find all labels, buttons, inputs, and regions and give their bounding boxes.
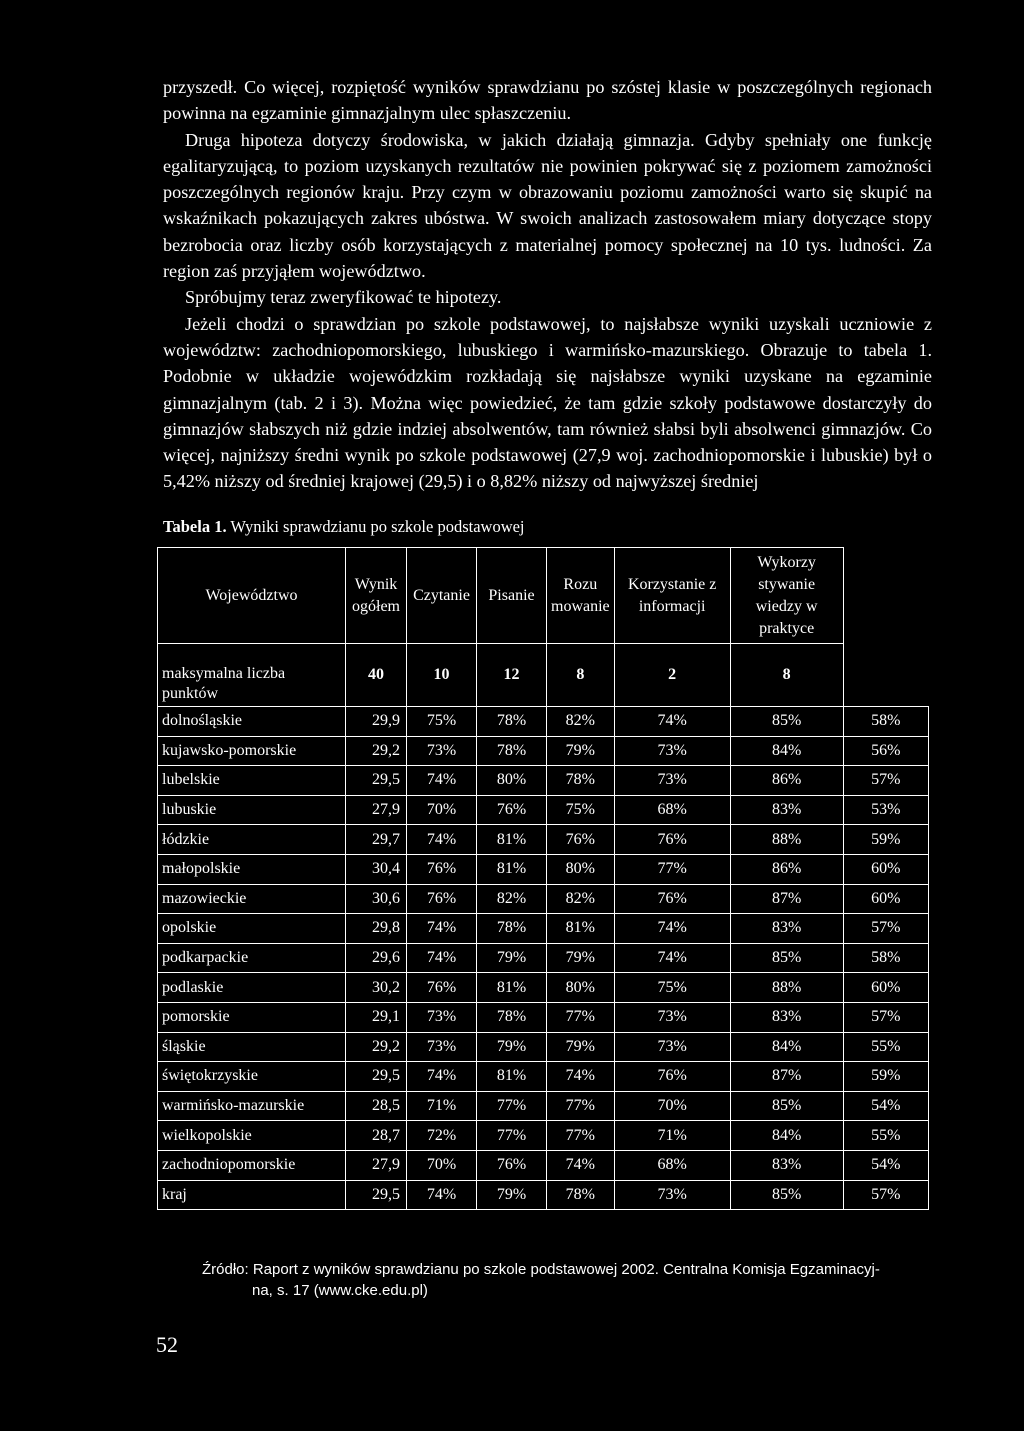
table-cell: 79%	[477, 1032, 547, 1062]
table-row	[158, 1002, 929, 1032]
region-name: wielkopolskie	[158, 1121, 346, 1151]
table-cell: 76%	[407, 884, 477, 914]
table-cell: 85%	[730, 1091, 843, 1121]
max-points-value: 40	[346, 644, 407, 707]
table-cell: 68%	[614, 795, 730, 825]
table-cell: 88%	[730, 825, 843, 855]
table-cell: 73%	[614, 736, 730, 766]
region-name: podlaskie	[158, 973, 346, 1003]
table-row	[158, 884, 929, 914]
region-name: dolnośląskie	[158, 707, 346, 737]
table-cell: 59%	[843, 1062, 928, 1092]
table-cell: 71%	[614, 1121, 730, 1151]
table-cell: 76%	[614, 884, 730, 914]
table-cell: 82%	[477, 884, 547, 914]
table-cell: 73%	[614, 1032, 730, 1062]
region-name: opolskie	[158, 914, 346, 944]
column-header: Pisanie	[477, 548, 547, 644]
table-cell: 75%	[407, 707, 477, 737]
column-header: Korzystanie z informacji	[614, 548, 730, 644]
table-cell: 77%	[477, 1091, 547, 1121]
table-cell: 73%	[407, 1002, 477, 1032]
table-cell: 29,5	[346, 1180, 407, 1210]
table-cell: 57%	[843, 766, 928, 796]
table-cell: 87%	[730, 1062, 843, 1092]
table-cell: 77%	[547, 1121, 615, 1151]
region-name: kraj	[158, 1180, 346, 1210]
source-line-2: na, s. 17 (www.cke.edu.pl)	[252, 1282, 428, 1299]
table-cell: 87%	[730, 884, 843, 914]
region-name: lubuskie	[158, 795, 346, 825]
table-cell: 78%	[477, 707, 547, 737]
table-cell: 58%	[843, 943, 928, 973]
table-cell: 83%	[730, 1150, 843, 1180]
table-cell: 85%	[730, 707, 843, 737]
max-points-value: 8	[730, 644, 843, 707]
table-cell: 77%	[547, 1091, 615, 1121]
table-cell: 74%	[547, 1062, 615, 1092]
table-cell: 29,2	[346, 736, 407, 766]
table-cell: 29,5	[346, 1062, 407, 1092]
table-cell: 78%	[477, 736, 547, 766]
table-cell: 76%	[614, 825, 730, 855]
table-cell: 57%	[843, 1002, 928, 1032]
table-row	[158, 973, 929, 1003]
table-cell: 55%	[843, 1121, 928, 1151]
table-row	[158, 1150, 929, 1180]
table-row	[158, 943, 929, 973]
table-cell: 56%	[843, 736, 928, 766]
table-cell: 29,8	[346, 914, 407, 944]
table-cell: 53%	[843, 795, 928, 825]
table-cell: 81%	[477, 825, 547, 855]
table-cell: 84%	[730, 1032, 843, 1062]
region-name: mazowieckie	[158, 884, 346, 914]
table-cell: 74%	[407, 914, 477, 944]
table-cell: 78%	[547, 766, 615, 796]
caption-label: Tabela 1.	[163, 517, 227, 536]
region-name: zachodniopomorskie	[158, 1150, 346, 1180]
caption-text: Wyniki sprawdzianu po szkole podstawowej	[226, 517, 525, 536]
table-cell: 76%	[407, 973, 477, 1003]
table-cell: 77%	[614, 854, 730, 884]
table-cell: 81%	[547, 914, 615, 944]
table-cell: 81%	[477, 854, 547, 884]
region-name: świętokrzyskie	[158, 1062, 346, 1092]
table-cell: 76%	[477, 795, 547, 825]
table-cell: 27,9	[346, 1150, 407, 1180]
source-note	[202, 1259, 932, 1301]
table-cell: 28,5	[346, 1091, 407, 1121]
table-row	[158, 1180, 929, 1210]
table-cell: 81%	[477, 1062, 547, 1092]
table-cell: 29,6	[346, 943, 407, 973]
paragraph: przyszedł. Co więcej, rozpiętość wyników sprawdzianu po szóstej klasie w poszczególnych regionach powinna na egzaminie gimnazjalnym ulec spłaszczeniu.	[163, 77, 932, 124]
table-cell: 29,9	[346, 707, 407, 737]
table-cell: 73%	[614, 1002, 730, 1032]
table-cell: 78%	[477, 914, 547, 944]
table-cell: 30,4	[346, 854, 407, 884]
table-cell: 60%	[843, 884, 928, 914]
table-cell: 79%	[547, 1032, 615, 1062]
table-row	[158, 766, 929, 796]
table-row	[158, 795, 929, 825]
column-header: Rozu mowanie	[547, 548, 615, 644]
table-cell: 78%	[477, 1002, 547, 1032]
table-cell: 58%	[843, 707, 928, 737]
table-cell: 70%	[614, 1091, 730, 1121]
table-cell: 86%	[730, 854, 843, 884]
table-cell: 84%	[730, 736, 843, 766]
table-cell: 73%	[407, 736, 477, 766]
table-cell: 80%	[477, 766, 547, 796]
table-cell: 71%	[407, 1091, 477, 1121]
table-cell: 88%	[730, 973, 843, 1003]
table-cell: 76%	[614, 1062, 730, 1092]
table-cell: 28,7	[346, 1121, 407, 1151]
table-cell: 74%	[407, 825, 477, 855]
table-cell: 79%	[477, 1180, 547, 1210]
table-caption	[163, 517, 525, 537]
table-cell: 73%	[614, 1180, 730, 1210]
table-cell: 74%	[614, 914, 730, 944]
region-name: podkarpackie	[158, 943, 346, 973]
table-row	[158, 854, 929, 884]
table-cell: 80%	[547, 973, 615, 1003]
table-cell: 85%	[730, 1180, 843, 1210]
table-cell: 75%	[614, 973, 730, 1003]
table-cell: 78%	[547, 1180, 615, 1210]
table-cell: 54%	[843, 1091, 928, 1121]
table-cell: 60%	[843, 973, 928, 1003]
table-cell: 85%	[730, 943, 843, 973]
table-cell: 75%	[547, 795, 615, 825]
max-points-value: 12	[477, 644, 547, 707]
page-number: 52	[156, 1332, 178, 1357]
table-row	[158, 1091, 929, 1121]
table-cell: 83%	[730, 795, 843, 825]
table-cell: 57%	[843, 1180, 928, 1210]
table-cell: 74%	[407, 766, 477, 796]
table-cell: 70%	[407, 1150, 477, 1180]
table-cell: 83%	[730, 1002, 843, 1032]
table-cell: 74%	[407, 1062, 477, 1092]
results-table	[157, 547, 929, 1210]
table-cell: 80%	[547, 854, 615, 884]
table-cell: 84%	[730, 1121, 843, 1151]
table-cell: 74%	[407, 1180, 477, 1210]
region-name: warmińsko-mazurskie	[158, 1091, 346, 1121]
body-text	[163, 74, 932, 495]
table-header	[158, 548, 929, 644]
table-cell: 74%	[614, 943, 730, 973]
table-cell: 82%	[547, 707, 615, 737]
table-cell: 54%	[843, 1150, 928, 1180]
region-name: lubelskie	[158, 766, 346, 796]
table-cell: 59%	[843, 825, 928, 855]
table-cell: 79%	[547, 736, 615, 766]
table-cell: 83%	[730, 914, 843, 944]
region-name: pomorskie	[158, 1002, 346, 1032]
table-cell: 76%	[547, 825, 615, 855]
column-header: Województwo	[158, 548, 346, 644]
table-cell: 29,2	[346, 1032, 407, 1062]
table-row	[158, 1062, 929, 1092]
table-cell: 73%	[407, 1032, 477, 1062]
column-header: Wynik ogółem	[346, 548, 407, 644]
table-cell: 77%	[547, 1002, 615, 1032]
table-cell: 76%	[407, 854, 477, 884]
paragraph: Spróbujmy teraz zweryfikować te hipotezy.	[185, 287, 502, 308]
table-cell: 30,2	[346, 973, 407, 1003]
table-cell: 30,6	[346, 884, 407, 914]
table-cell: 82%	[547, 884, 615, 914]
table-cell: 68%	[614, 1150, 730, 1180]
table-cell: 55%	[843, 1032, 928, 1062]
source-line-1: Źródło: Raport z wyników sprawdzianu po szkole podstawowej 2002. Centralna Komisja Egzaminacyj-	[202, 1261, 880, 1278]
table-cell: 81%	[477, 973, 547, 1003]
table-cell: 29,5	[346, 766, 407, 796]
table-cell: 29,1	[346, 1002, 407, 1032]
table-cell: 60%	[843, 854, 928, 884]
table-row	[158, 1121, 929, 1151]
region-name: kujawsko-pomorskie	[158, 736, 346, 766]
table-row	[158, 736, 929, 766]
table-cell: 73%	[614, 766, 730, 796]
paragraph: Druga hipoteza dotyczy środowiska, w jakich działają gimnazja. Gdyby spełniały one funkcję egalitaryzującą, to poziom uzyskanych rezultatów nie powinien pokrywać się z poziomem zamożności poszczególnych regionów kraju. Przy czym w obrazowaniu poziomu zamożności warto się skupić na wskaźnikach pokazujących zakres ubóstwa. W swoich analizach zastosowałem miary dotyczące stopy bezrobocia oraz liczby osób korzystających z materialnej pomocy społecznej na 10 tys. ludności. Za region zaś przyjąłem województwo.	[163, 129, 932, 282]
max-points-value: 8	[547, 644, 615, 707]
table-row	[158, 707, 929, 737]
region-name: małopolskie	[158, 854, 346, 884]
table-row	[158, 1032, 929, 1062]
table-cell: 77%	[477, 1121, 547, 1151]
region-name: śląskie	[158, 1032, 346, 1062]
table-cell: 79%	[547, 943, 615, 973]
paragraph: Jeżeli chodzi o sprawdzian po szkole podstawowej, to najsłabsze wyniki uzyskali uczniowie z województw: zachodniopomorskiego, lubuskiego i warmińsko-mazurskiego. Obrazuje to tabela 1. Podobnie w układzie wojewódzkim rozkładają się najsłabsze wyniki uzyskane na egzaminie gimnazjalnym (tab. 2 i 3). Można więc powiedzieć, że tam gdzie szkoły podstawowe dostarczyły do gimnazjów słabszych niż gdzie indziej absolwentów, tam również słabsi byli absolwenci gimnazjów. Co więcej, najniższy średni wynik po szkole podstawowej (27,9 woj. zachodniopomorskie i lubuskie) był o 5,42% niższy od średniej krajowej (29,5) i o 8,82% niższy od najwyższej średniej	[163, 313, 932, 492]
max-points-row	[158, 644, 929, 707]
table-body	[158, 644, 929, 1210]
table-cell: 74%	[407, 943, 477, 973]
table-cell: 29,7	[346, 825, 407, 855]
table-cell: 79%	[477, 943, 547, 973]
table-cell: 74%	[547, 1150, 615, 1180]
table-cell: 27,9	[346, 795, 407, 825]
table-cell: 57%	[843, 914, 928, 944]
table-row	[158, 825, 929, 855]
column-header: Czytanie	[407, 548, 477, 644]
table-cell: 86%	[730, 766, 843, 796]
max-points-value: 10	[407, 644, 477, 707]
table-row	[158, 914, 929, 944]
max-points-label: maksymalna liczba punktów	[158, 644, 346, 707]
max-points-value: 2	[614, 644, 730, 707]
table-cell: 72%	[407, 1121, 477, 1151]
region-name: łódzkie	[158, 825, 346, 855]
table-cell: 70%	[407, 795, 477, 825]
table-cell: 74%	[614, 707, 730, 737]
column-header: Wykorzy stywanie wiedzy w praktyce	[730, 548, 843, 644]
table-cell: 76%	[477, 1150, 547, 1180]
